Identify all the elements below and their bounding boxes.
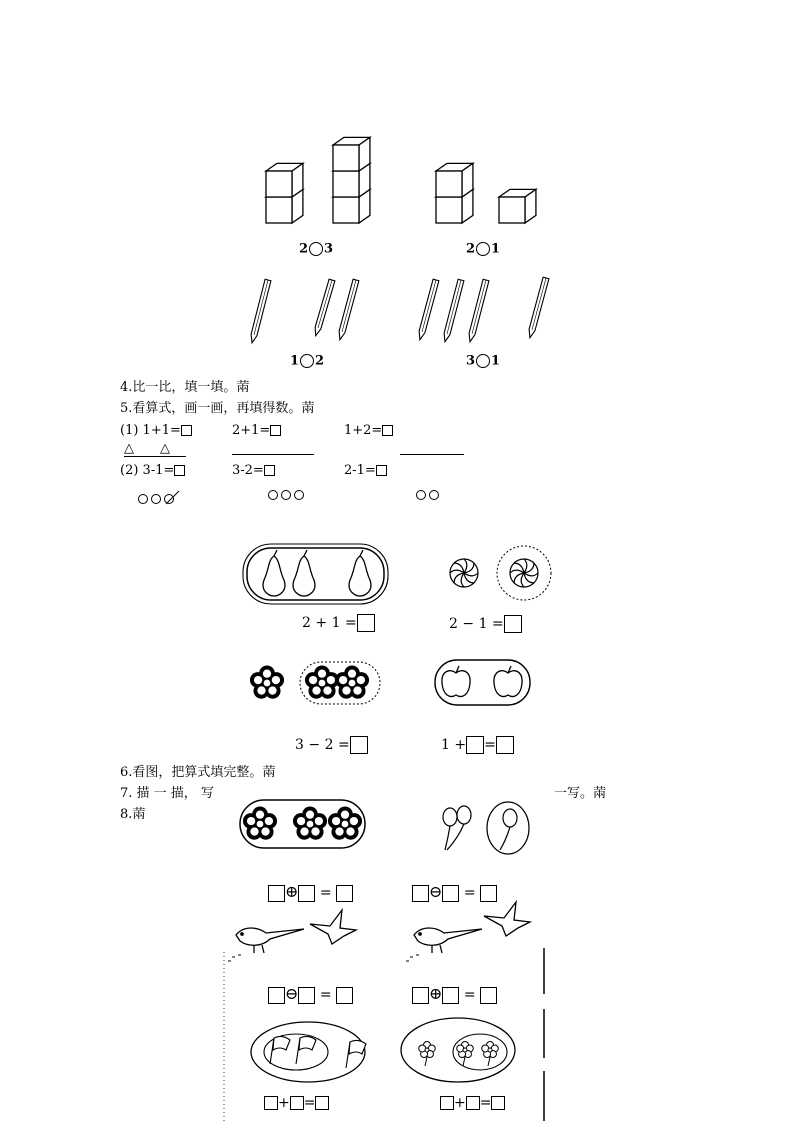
pencil	[419, 279, 439, 340]
cube-stacks-figure	[260, 118, 550, 228]
question-4: 4.比一比，填一填。䓣	[120, 380, 250, 395]
compare-circle[interactable]	[309, 242, 323, 256]
pear	[349, 550, 371, 596]
q8-eq-d: ⊕ =	[412, 986, 497, 1004]
answer-box[interactable]	[270, 425, 281, 436]
answer-box[interactable]	[174, 465, 185, 476]
answer-box[interactable]	[298, 885, 315, 902]
answer-box[interactable]	[382, 425, 393, 436]
answer-box[interactable]	[412, 885, 429, 902]
q8-eq-b: ⊖ =	[412, 884, 497, 902]
flower	[243, 806, 277, 839]
answer-box[interactable]	[504, 615, 522, 633]
bird	[228, 928, 304, 961]
compare-pencils-left: 1 2	[290, 353, 325, 369]
answer-box[interactable]	[336, 885, 353, 902]
answer-box[interactable]	[264, 1096, 278, 1110]
q5-row2-item3: 2-1=	[344, 464, 387, 477]
q6-eq4: 1 + =	[441, 736, 514, 754]
q8-eq-a: ⊕ =	[268, 884, 353, 902]
compare-circle[interactable]	[300, 354, 314, 368]
q6-eq3: 3 − 2 =	[295, 736, 368, 754]
compare-circle[interactable]	[476, 354, 490, 368]
q6-eq2: 2 − 1 =	[449, 615, 522, 633]
q8-eq-e: + =	[264, 1096, 329, 1110]
flag	[346, 1040, 366, 1068]
apple	[442, 666, 470, 697]
flower	[250, 665, 284, 698]
answer-box[interactable]	[496, 736, 514, 754]
q8-eq-f: + =	[440, 1096, 505, 1110]
pencil	[469, 279, 489, 341]
apple	[494, 666, 522, 697]
flower	[335, 665, 369, 698]
flag	[296, 1036, 316, 1064]
flower	[293, 806, 327, 839]
pencils-figure	[240, 270, 560, 350]
answer-box[interactable]	[442, 987, 459, 1004]
answer-box[interactable]	[315, 1096, 329, 1110]
answer-box[interactable]	[442, 885, 459, 902]
bird	[484, 902, 530, 936]
flower	[419, 1042, 436, 1067]
answer-box[interactable]	[480, 885, 497, 902]
pencil	[444, 279, 464, 341]
flower	[305, 665, 339, 698]
question-8: 8.䓣	[120, 807, 146, 822]
answer-box[interactable]	[268, 885, 285, 902]
answer-box[interactable]	[412, 987, 429, 1004]
answer-box[interactable]	[298, 987, 315, 1004]
pear	[263, 550, 285, 596]
drawing-line[interactable]	[400, 454, 464, 455]
answer-box[interactable]	[466, 1096, 480, 1110]
answer-box[interactable]	[466, 736, 484, 754]
pear	[293, 550, 315, 596]
q5-row1-item3: 1+2=	[344, 424, 393, 437]
pencil	[529, 277, 549, 338]
q5-row2-item1: (2) 3-1=	[120, 464, 185, 477]
answer-box[interactable]	[357, 614, 375, 632]
circles-three	[268, 484, 307, 503]
candy	[510, 559, 538, 587]
answer-box[interactable]	[268, 987, 285, 1004]
q8-eq-c: ⊖ =	[268, 986, 353, 1004]
compare-circle[interactable]	[476, 242, 490, 256]
answer-box[interactable]	[290, 1096, 304, 1110]
compare-blocks-right: 2 1	[466, 241, 501, 257]
circles-crossed	[138, 488, 177, 507]
answer-box[interactable]	[480, 987, 497, 1004]
answer-box[interactable]	[350, 736, 368, 754]
question-6: 6.看图，把算式填完整。䓣	[120, 765, 276, 780]
pencil	[339, 279, 359, 340]
question-7-left: 7. 描 一 描， 写	[120, 786, 214, 801]
q8-pictures	[228, 796, 568, 1126]
q6-eq1: 2 + 1 =	[302, 614, 375, 632]
answer-box[interactable]	[376, 465, 387, 476]
q5-row2-item2: 3-2=	[232, 464, 275, 477]
flower	[482, 1042, 499, 1067]
bird	[310, 910, 356, 944]
pencil	[251, 279, 271, 342]
candy	[450, 559, 478, 587]
answer-box[interactable]	[336, 987, 353, 1004]
q5-row1-item1: (1) 1+1=	[120, 424, 192, 437]
flag	[270, 1036, 290, 1064]
drawing-line[interactable]	[232, 454, 314, 455]
flower	[328, 806, 362, 839]
pencil	[315, 279, 335, 336]
compare-pencils-right: 3 1	[466, 353, 501, 369]
circles-two	[416, 484, 442, 503]
flower	[457, 1042, 474, 1067]
q5-triangles: △ △	[124, 442, 186, 457]
question-5: 5.看算式，画一画，再填得数。䓣	[120, 401, 315, 416]
answer-box[interactable]	[491, 1096, 505, 1110]
answer-box[interactable]	[264, 465, 275, 476]
compare-blocks-left: 2 3	[299, 241, 334, 257]
answer-box[interactable]	[440, 1096, 454, 1110]
q5-row1-item2: 2+1=	[232, 424, 281, 437]
bird	[406, 928, 482, 961]
question-7-right: 一写。䓣	[554, 786, 607, 801]
answer-box[interactable]	[181, 425, 192, 436]
